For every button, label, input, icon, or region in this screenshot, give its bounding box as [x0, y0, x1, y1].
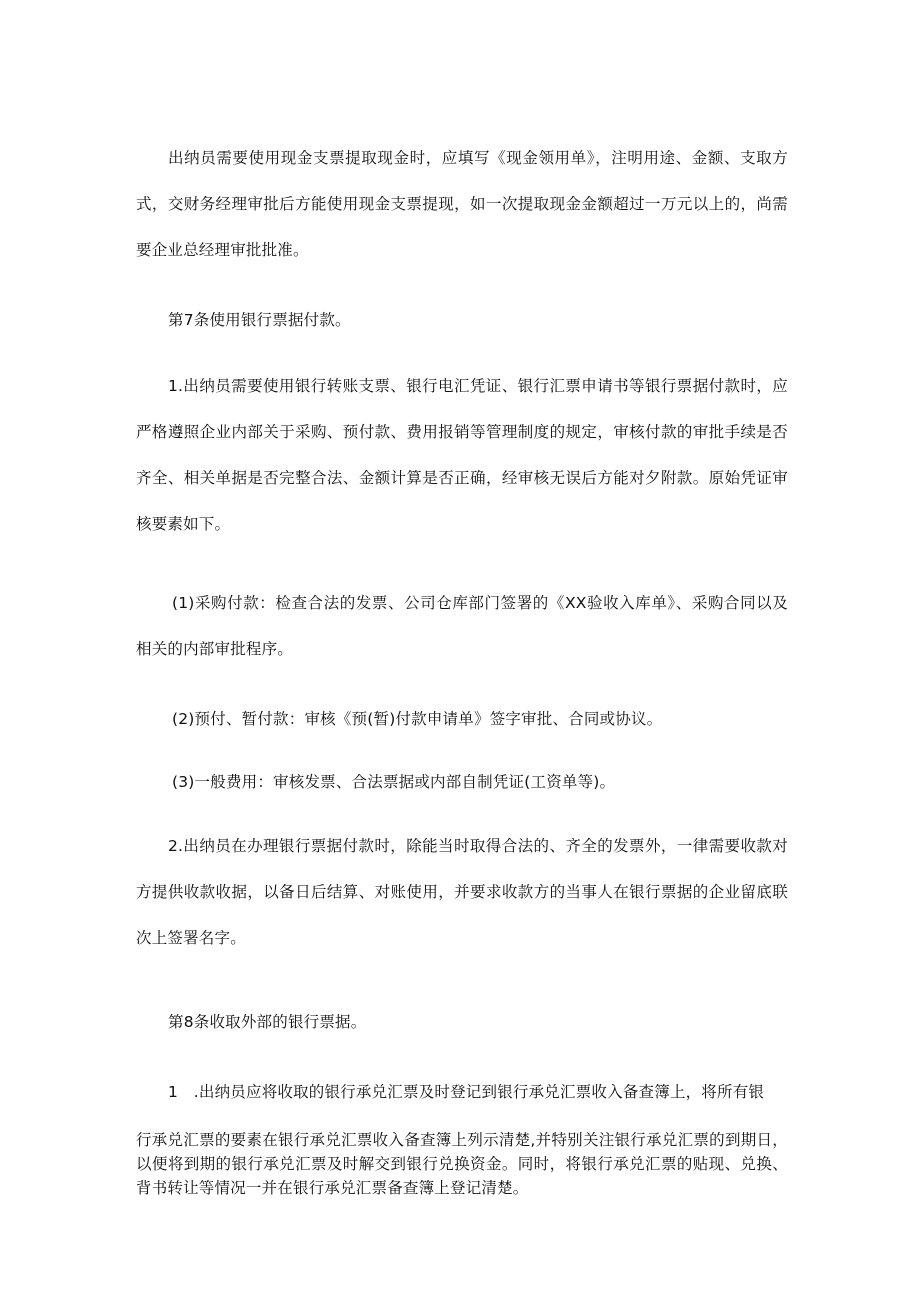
paragraph-7-1-1: (1)采购付款：检查合法的发票、公司仓库部门签署的《XX验收入库单》、采购合同以及相关的内部审批程序。	[136, 594, 788, 658]
paragraph-7-2: 2.出纳员在办理银行票据付款时，除能当时取得合法的、齐全的发票外，一律需要收款对方提供收款收据，以备日后结算、对账使用，并要求收款方的当事人在银行票据的企业留底联次上签署名字。	[136, 837, 788, 947]
article-7-heading: 第7条使用银行票据付款。	[168, 311, 351, 329]
paragraph-cash-withdrawal: 出纳员需要使用现金支票提取现金时，应填写《现金领用单》，注明用途、金额、支取方式，交财务经理审批后方能使用现金支票提现，如一次提取现金金额超过一万元以上的，尚需要企业总经理审批批准。	[136, 149, 788, 259]
paragraph-7-1: 1.出纳员需要使用银行转账支票、银行电汇凭证、银行汇票申请书等银行票据付款时，应严格遵照企业内部关于采购、预付款、费用报销等管理制度的规定，审核付款的审批手续是否齐全、相关单据是否完整合法、金额计算是否正确，经审核无误后方能对夕附款。原始凭证审核要素如下。	[136, 377, 788, 533]
paragraph-8-1-first-line: 1 .出纳员应将收取的银行承兑汇票及时登记到银行承兑汇票收入备查簿上，将所有银	[168, 1083, 765, 1101]
paragraph-7-1-3: (3)一般费用：审核发票、合法票据或内部自制凭证(工资单等)。	[172, 773, 616, 791]
paragraph-7-1-2: (2)预付、暂付款：审核《预(暂)付款申请单》签字审批、合同或协议。	[172, 710, 663, 728]
paragraph-8-1-rest: 行承兑汇票的要素在银行承兑汇票收入备查簿上列示清楚,并特别关注银行承兑汇票的到期日，以便将到期的银行承兑汇票及时解交到银行兑换资金。同时，将银行承兑汇票的贴现、兑换、背书转让等情况一并在银行承兑汇票备查簿上登记清楚。	[136, 1131, 788, 1197]
article-8-heading: 第8条收取外部的银行票据。	[168, 1013, 367, 1031]
